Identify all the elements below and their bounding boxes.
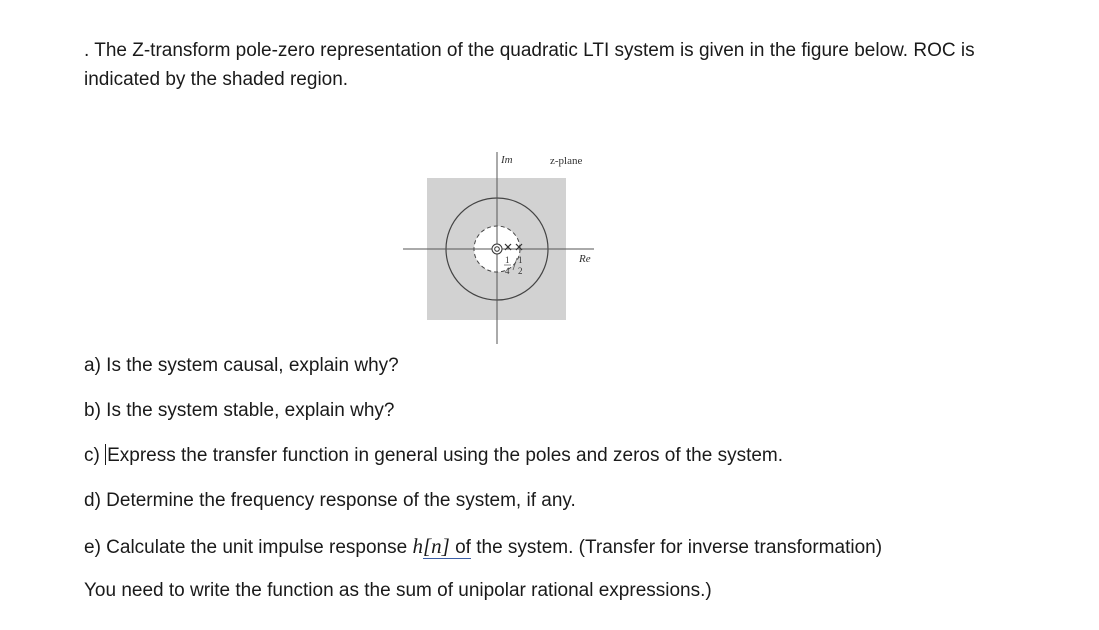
question-e-prefix: e) Calculate the unit impulse response bbox=[84, 537, 413, 558]
problem-intro: . The Z-transform pole-zero representation of the quadratic LTI system is given in the figure below. ROC is indicated by the shaded region. bbox=[84, 40, 975, 90]
zero-fraction-num: 1 bbox=[505, 255, 510, 265]
zero-marker-outer bbox=[492, 244, 502, 254]
question-b: b) Is the system stable, explain why? bbox=[84, 400, 395, 421]
z-plane-label: z-plane bbox=[550, 155, 583, 167]
question-c-prefix: c) bbox=[84, 445, 106, 466]
pole-fraction-den: 2 bbox=[518, 266, 523, 276]
pole-fraction-num: 1 bbox=[518, 255, 523, 265]
question-e bbox=[84, 534, 882, 560]
impulse-response-n: [n] bbox=[422, 534, 450, 558]
im-axis-label: Im bbox=[501, 154, 513, 166]
question-d: d) Determine the frequency response of the system, if any. bbox=[84, 490, 576, 511]
pole-zero-figure bbox=[400, 148, 610, 348]
question-a: a) Is the system causal, explain why? bbox=[84, 355, 399, 376]
impulse-response-h: h bbox=[412, 534, 423, 558]
re-axis-label: Re bbox=[579, 253, 591, 265]
zero-fraction-den: 4 bbox=[505, 266, 510, 276]
z-plane-diagram bbox=[400, 148, 610, 348]
text-cursor bbox=[105, 444, 106, 465]
question-e-suffix: the system. (Transfer for inverse transformation) bbox=[470, 537, 883, 558]
question-c-text: Express the transfer function in general using the poles and zeros of the system. bbox=[107, 445, 784, 466]
question-note: You need to write the function as the sum of unipolar rational expressions.) bbox=[84, 580, 712, 601]
question-e-underlined-of: of bbox=[449, 537, 471, 558]
question-c bbox=[84, 444, 783, 468]
